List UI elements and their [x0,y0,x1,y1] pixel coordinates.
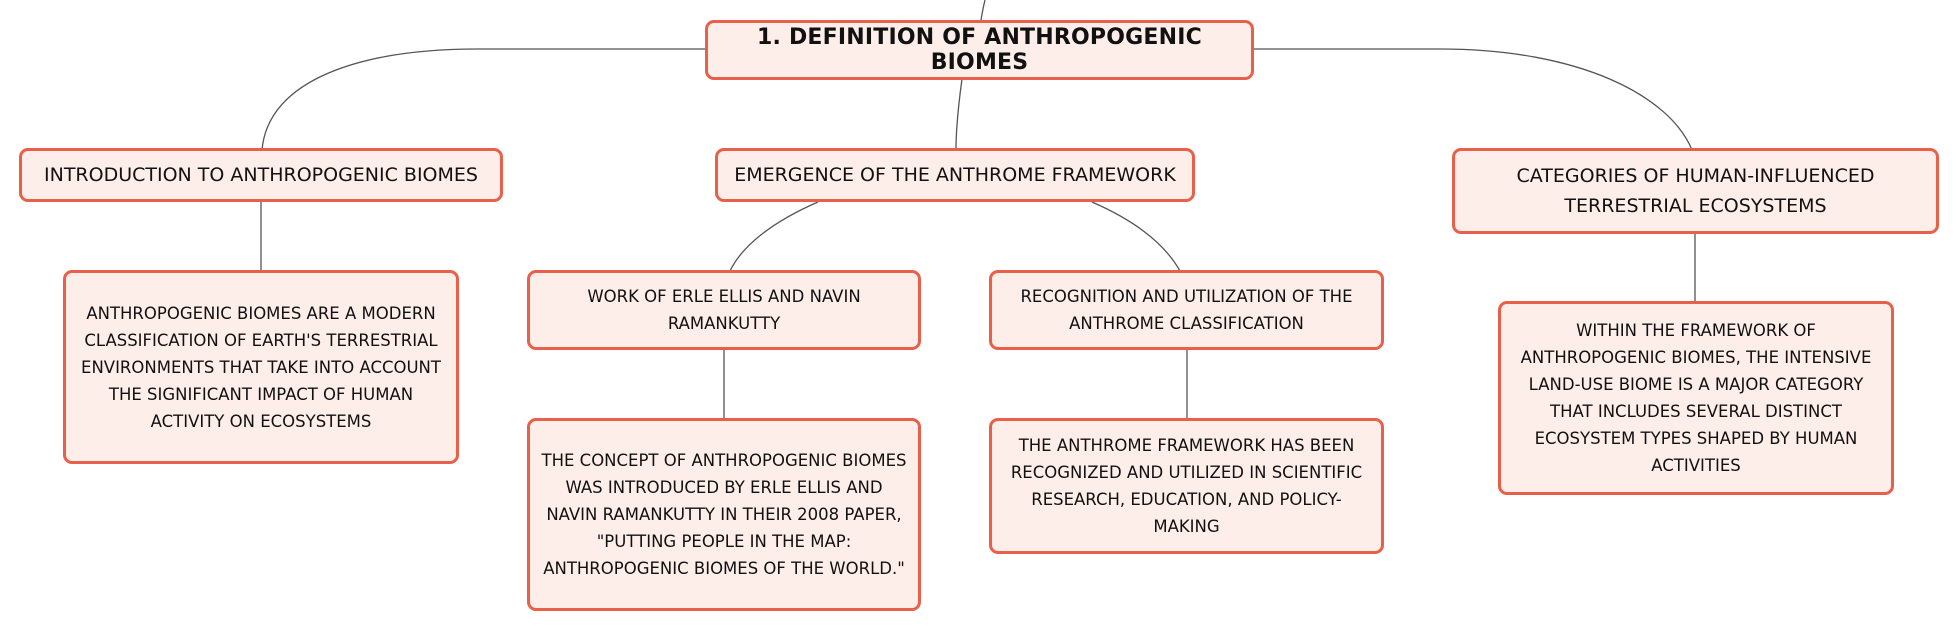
topic-emergence[interactable] [715,148,1195,202]
detail-categories-text: WITHIN THE FRAMEWORK OF ANTHROPOGENIC BIOMES, THE INTENSIVE LAND-USE BIOME IS A MAJOR CATEGORY THAT INCLUDES SEVERAL DISTINCT ECOSYSTEM TYPES SHAPED BY HUMAN ACTIVITIES [1520,321,1872,475]
subtopic-ellis-ramankutty[interactable] [527,270,921,350]
topic-categories-label: CATEGORIES OF HUMAN-INFLUENCED TERRESTRIAL ECOSYSTEMS [1516,165,1875,217]
connector-root-introduction [262,49,705,150]
root-topic-label: 1. DEFINITION OF ANTHROPOGENIC BIOMES [757,25,1202,75]
connector-root-categories [1253,49,1692,150]
connector-emergence-ellis [730,202,818,271]
detail-introduction[interactable] [63,270,459,464]
detail-recognition[interactable] [989,418,1384,554]
detail-ellis-ramankutty[interactable] [527,418,921,611]
detail-recognition-text: THE ANTHROME FRAMEWORK HAS BEEN RECOGNIZED AND UTILIZED IN SCIENTIFIC RESEARCH, EDUCATION, AND POLICY-MAKING [1010,436,1363,536]
subtopic-recognition[interactable] [989,270,1384,350]
connector-emergence-recognition [1092,202,1180,271]
detail-introduction-text: ANTHROPOGENIC BIOMES ARE A MODERN CLASSIFICATION OF EARTH'S TERRESTRIAL ENVIRONMENTS THAT TAKE INTO ACCOUNT THE SIGNIFICANT IMPACT OF HUMAN ACTIVITY ON ECOSYSTEMS [81,303,441,431]
subtopic-ellis-ramankutty-label: WORK OF ERLE ELLIS AND NAVIN RAMANKUTTY [587,287,861,333]
detail-ellis-ramankutty-text: THE CONCEPT OF ANTHROPOGENIC BIOMES WAS INTRODUCED BY ERLE ELLIS AND NAVIN RAMANKUTTY IN THEIR 2008 PAPER, "PUTTING PEOPLE IN THE MAP: ANTHROPOGENIC BIOMES OF THE WORLD." [541,451,907,578]
subtopic-recognition-label: RECOGNITION AND UTILIZATION OF THE ANTHROME CLASSIFICATION [1020,287,1353,333]
root-topic[interactable] [705,20,1254,80]
topic-introduction-label: INTRODUCTION TO ANTHROPOGENIC BIOMES [44,164,478,186]
detail-categories[interactable] [1498,301,1894,495]
connector-parent-root [981,0,985,20]
topic-categories[interactable] [1452,148,1939,234]
topic-introduction[interactable] [19,148,503,202]
connector-root-emergence [956,79,962,150]
topic-emergence-label: EMERGENCE OF THE ANTHROME FRAMEWORK [734,164,1176,186]
